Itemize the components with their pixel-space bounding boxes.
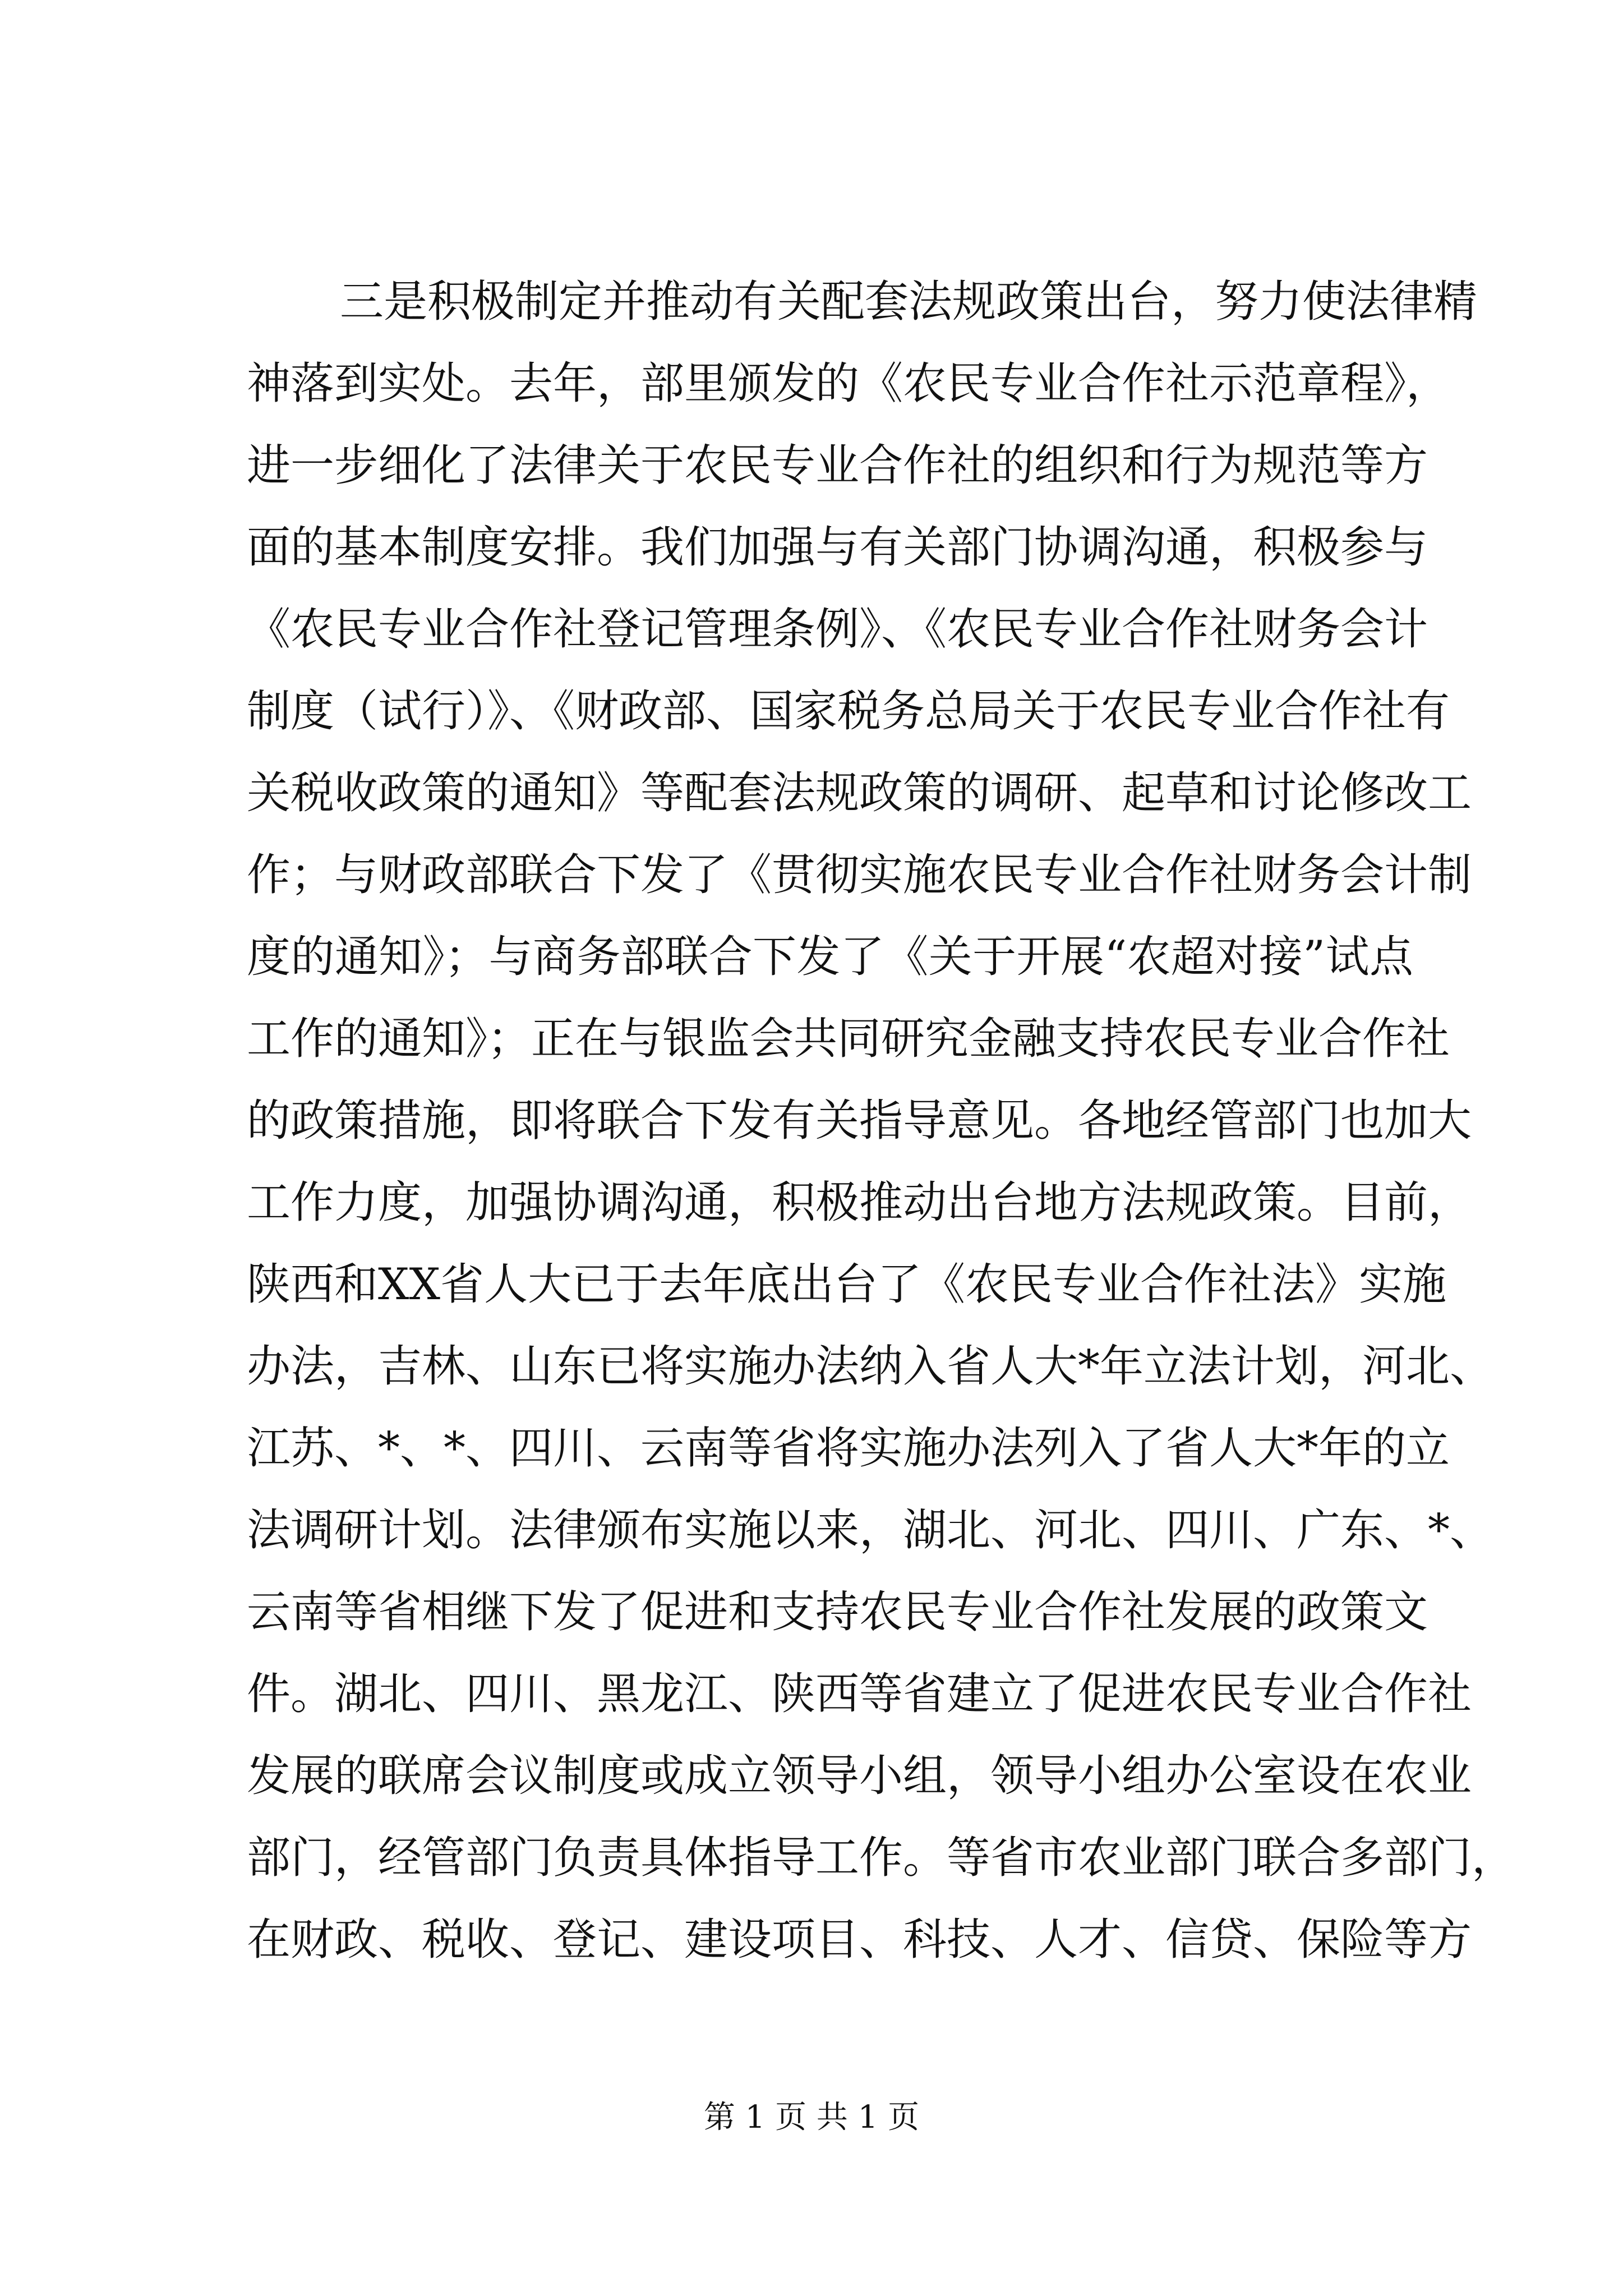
text-line-1: 三是积极制定并推动有关配套法规政策出台，努力使法律精 <box>340 277 1478 327</box>
text-line-4: 面的基本制度安排。我们加强与有关部门协调沟通，积极参与 <box>247 522 1428 573</box>
text-line-20: 部门，经管部门负责具体指导工作。等省市农业部门联合多部门， <box>247 1833 1516 1883</box>
text-line-13: 陕西和XX省人大已于去年底出台了《农民专业合作社法》实施 <box>247 1259 1447 1310</box>
text-line-14: 办法，吉林、山东已将实施办法纳入省人大*年立法计划，河北、 <box>247 1341 1494 1392</box>
text-line-15: 江苏、*、*、四川、云南等省将实施办法列入了省人大*年的立 <box>247 1423 1450 1474</box>
text-line-21: 在财政、税收、登记、建设项目、科技、人才、信贷、保险等方 <box>247 1915 1472 1965</box>
text-line-7: 关税收政策的通知》等配套法规政策的调研、起草和讨论修改工 <box>247 768 1472 818</box>
page-footer <box>0 2095 1623 2140</box>
text-line-5: 《农民专业合作社登记管理条例》、《农民专业合作社财务会计 <box>247 604 1428 655</box>
text-line-10: 工作的通知》；正在与银监会共同研究金融支持农民专业合作社 <box>247 1014 1450 1064</box>
text-line-19: 发展的联席会议制度或成立领导小组，领导小组办公室设在农业 <box>247 1751 1472 1801</box>
page-number-label: 第 1 页 共 1 页 <box>703 2099 920 2136</box>
text-line-8: 作；与财政部联合下发了《贯彻实施农民专业合作社财务会计制 <box>247 850 1472 900</box>
text-line-11: 的政策措施，即将联合下发有关指导意见。各地经管部门也加大 <box>247 1096 1472 1146</box>
text-line-9: 度的通知》；与商务部联合下发了《关于开展“农超对接”试点 <box>247 932 1413 982</box>
text-line-3: 进一步细化了法律关于农民专业合作社的组织和行为规范等方 <box>247 440 1428 491</box>
text-line-6: 制度（试行）》、《财政部、国家税务总局关于农民专业合作社有 <box>247 686 1450 737</box>
text-line-16: 法调研计划。法律颁布实施以来，湖北、河北、四川、广东、*、 <box>247 1505 1494 1556</box>
text-line-18: 件。湖北、四川、黑龙江、陕西等省建立了促进农民专业合作社 <box>247 1669 1472 1719</box>
body-paragraph <box>247 261 1516 1981</box>
text-line-12: 工作力度，加强协调沟通，积极推动出台地方法规政策。目前， <box>247 1177 1472 1228</box>
text-line-17: 云南等省相继下发了促进和支持农民专业合作社发展的政策文 <box>247 1587 1428 1637</box>
text-line-2: 神落到实处。去年，部里颁发的《农民专业合作社示范章程》， <box>247 358 1450 409</box>
